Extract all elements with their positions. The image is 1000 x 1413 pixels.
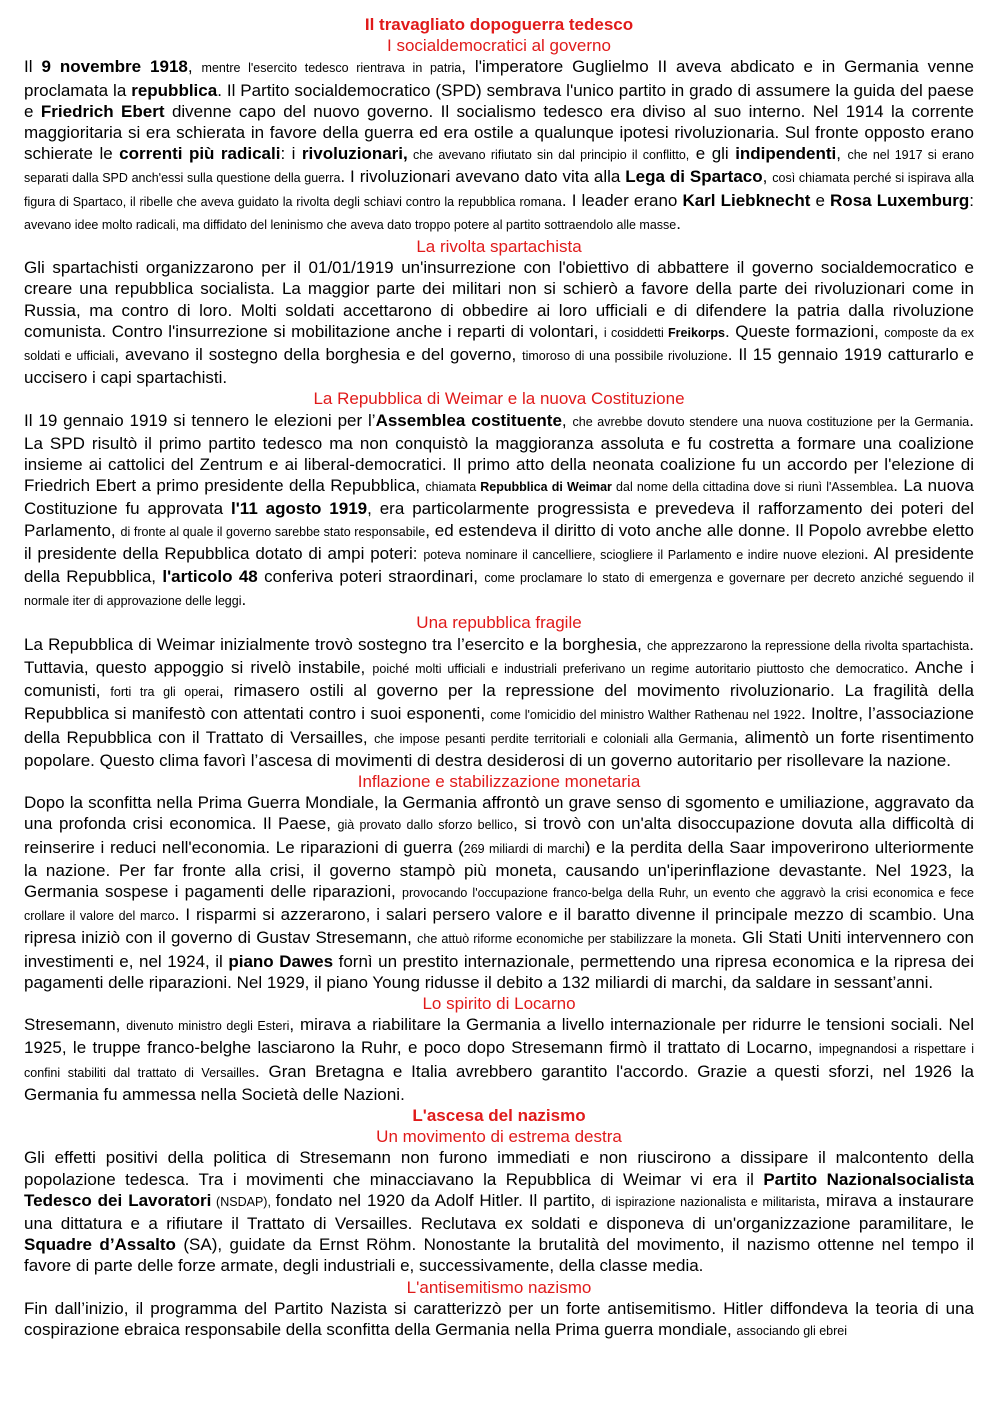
text-run: , rimasero ostili al governo per la repressione del movimento rivoluzionario. La fragilità della Repubblica si manifestò con attentati contro i suoi esponenti, [24,681,975,724]
section-paragraph [24,1147,974,1276]
text-run: . La SPD risultò il primo partito tedesco ma non conquistò la maggioranza assoluta e fu costretta a formare una coalizione insieme ai cattolici del Zentrum e ai liberal-democratici. Il primo atto della neonata coalizione fu un accordo per l'elezione di Friedrich Ebert a primo presidente della Repubblica, [24,410,974,496]
small-note: forti tra gli operai [110,685,220,700]
small-bold-term: Freikorps [668,325,725,340]
bold-term: 9 novembre 1918 [41,57,188,77]
text-run: . I rivoluzionari avevano dato vita alla [340,167,626,187]
text-run: . [241,590,247,610]
small-note: che impose pesanti perdite territoriali e coloniali alla Germania [374,731,734,746]
small-note: che nel 1917 si erano separati dalla SPD anch'essi sulla questione della guerra [24,148,974,186]
section-paragraph [24,1014,974,1105]
text-run: , si trovò con un'alta disoccupazione dovuta alla difficoltà di reinserire i reduci nell'economia. Le riparazioni di guerra ( [24,814,975,857]
text-run: . La nuova Costituzione fu approvata [24,476,974,519]
section-heading: Inflazione e stabilizzazione monetaria [357,771,641,791]
section-heading: La rivolta spartachista [416,237,582,257]
bold-term: Friedrich Ebert [40,101,165,121]
section-inflazione [24,771,974,993]
section-paragraph [24,792,974,993]
text-run: . Al presidente della Repubblica, [24,543,975,587]
text-run: e gli [689,144,736,164]
text-run: conferiva poteri straordinari, [257,567,485,587]
bold-term: repubblica [131,80,218,100]
section-heading: Una repubblica fragile [416,613,582,633]
section-paragraph [24,1298,974,1342]
section-estrema-destra [24,1126,974,1276]
section-weimar-costituzione [24,388,974,612]
text-run: . I leader erano [561,190,683,210]
small-note: provocando l'occupazione franco-belga della Ruhr, un evento che aggravò la crisi economica e fece crollare il valore del marco [24,885,974,924]
document-title: Il travagliato dopoguerra tedesco [364,15,634,34]
text-run: e [810,190,831,210]
text-run: . Tuttavia, questo appoggio si rivelò instabile, [24,634,974,677]
small-note: associando gli ebrei [736,1323,847,1338]
text-run: Il 19 gennaio 1919 si tennero le elezioni per l’ [24,410,376,430]
text-run: Gli effetti positivi della politica di Stresemann non furono immediati e non riuscirono a dissipare il malcontento della popolazione tedesca. Tra i movimenti che minacciavano la Repubblica di Weimar vi era il [24,1148,974,1189]
text-run: . Inoltre, l’associazione della Repubblica con il Trattato di Versailles, [24,704,975,747]
text-run: , l'imperatore Guglielmo II aveva abdicato e in Germania venne proclamata la [24,57,974,100]
bold-term: Karl Liebknecht [682,190,811,210]
text-run: . Gli Stati Uniti intervennero con investimenti e, nel 1924, il [24,928,974,971]
text-run: fondato nel 1920 da Adolf Hitler. Il partito, [275,1190,602,1210]
text-run: Gli spartachisti organizzarono per il 01/01/1919 un'insurrezione con l'obiettivo di abbattere il governo socialdemocratico e creare una repubblica socialista. La maggior parte dei militari non si schierò a favore della parte dei rivoluzionari come in Russia, ma contro di loro. Molti soldati accettarono di obbedire ai loro ufficiali e di difendere la patria dalla rivoluzione comunista. Contro l'insurrezione si mobilitazione anche i reparti di volontari, [24,258,974,341]
text-run: Il [24,57,42,77]
section-paragraph [24,56,974,236]
bold-term: indipendenti [735,144,837,164]
section-paragraph [24,634,974,771]
text-run: . I risparmi si azzerarono, i salari persero valore e il baratto divenne il principale mezzo di scambio. Una ripresa iniziò con il governo di Gustav Stresemann, [24,905,974,948]
small-note: timoroso di una possibile rivoluzione [522,349,728,364]
small-note: avevano idee molto radicali, ma diffidato del leninismo che aveva dato troppo potere al partito sottraendolo alle masse [24,217,677,232]
section-socialdemocratici [24,35,974,236]
small-note: che avrebbe dovuto stendere una nuova costituzione per la Germania [572,414,970,429]
bold-term: l'articolo 48 [162,567,258,587]
bold-term: Squadre d’Assalto [24,1235,176,1255]
part-title: L'ascesa del nazismo [412,1105,586,1125]
small-note: chiamata [425,480,481,495]
section-locarno [24,993,974,1105]
text-run: . Anche i comunisti, [24,657,974,701]
bold-term: Rosa Luxemburg [830,190,970,210]
text-run: , mirava a riabilitare la Germania a livello internazionale per ridurre le tensioni sociali. Nel 1925, le truppe franco-belghe lasciarono la Ruhr, e poco dopo Stresemann firmò il trattato di Locarno, [24,1015,975,1058]
section-heading: La Repubblica di Weimar e la nuova Costituzione [313,389,685,409]
section-paragraph [24,410,974,613]
text-run: , mirava a instaurare una dittatura e a rifiutare il Trattato di Versailles. Reclutava ex soldati e disponeva di un'organizzazione paramilitare, le [24,1190,975,1233]
small-note: divenuto ministro degli Esteri [126,1019,290,1034]
small-note: già provato dallo sforzo bellico [337,818,514,833]
text-run: . Queste formazioni, [725,321,885,341]
section-heading: I socialdemocratici al governo [387,36,611,56]
text-run: , era particolarmente progressista e prevedeva il rafforzamento dei poteri del Parlamento, [24,499,974,540]
text-run: : i [280,144,302,164]
section-rivolta-spartachista [24,236,974,388]
small-note: così chiamata perché si ispirava alla figura di Spartaco, il ribelle che aveva guidato la rivolta degli schiavi contro la repubblica romana [24,171,975,209]
bold-term: Partito Nazionalsocialista Tedesco dei Lavoratori [24,1169,975,1210]
small-note: come l'omicidio del ministro Walther Rathenau nel 1922 [490,708,802,723]
small-note: che apprezzarono la repressione della rivolta spartachista [646,638,970,653]
bold-term: piano Dawes [228,951,334,971]
text-run: ) e la perdita della Saar impoverirono ulteriormente la nazione. Per far fronte alla crisi, il governo stampò più moneta, causando un'iperinflazione devastante. Nel 1923, la Germania sospese i pagamenti delle riparazioni, [24,837,974,901]
text-run: Fin dall’inizio, il programma del Partito Nazista si caratterizzò per un forte antisemitismo. Hitler diffondeva la teoria di una cospirazione ebraica responsabile della sconfitta della Germania nella Prima guerra mondiale, [24,1298,974,1339]
bold-term: Lega di Spartaco [625,167,763,187]
small-note: di fronte al quale il governo sarebbe stato responsabile [120,524,426,539]
text-run: , [561,410,573,430]
text-run: , ed estendeva il diritto di voto anche alle donne. Il Popolo avrebbe eletto il presidente della Repubblica dotato di ampi poteri: [24,520,974,563]
section-heading: Lo spirito di Locarno [422,993,576,1013]
text-run: , [836,144,848,164]
text-run: , [762,167,773,187]
text-run: : [969,190,974,210]
text-run: fornì un prestito internazionale, permettendo una ripresa economica e la ripresa dei pagamenti delle riparazioni. Nel 1929, il piano Young ridusse il debito a 132 miliardi di marchi, da saldare in sessant’anni. [24,951,974,992]
text-run: (SA), guidate da Ernst Röhm. Nonostante la brutalità del movimento, il nazismo ottenne nel tempo il favore di parte delle forze armate, degli industriali e, successivamente, della classe media. [24,1235,974,1276]
small-note: di ispirazione nazionalista e militarista [601,1194,816,1209]
small-note: poiché molti ufficiali e industriali preferivano un regime autoritario piuttosto che democratico [372,661,904,676]
bold-term: rivoluzionari, [301,144,408,164]
small-note: i cosiddetti [603,325,669,340]
small-note: 269 miliardi di marchi [463,841,585,856]
small-note: mentre l'esercito tedesco rientrava in patria [201,61,462,76]
text-run: . Il Partito socialdemocratico (SPD) sembrava l'unico partito in grado di assumere la guida del paese e [24,80,974,121]
small-note: (NSDAP), [211,1194,276,1209]
text-run: . [676,213,681,233]
small-note: poteva nominare il cancelliere, sciogliere il Parlamento e indire nuove elezioni [423,547,865,562]
small-note: come proclamare lo stato di emergenza e governare per decreto anziché seguendo il normale iter di approvazione delle leggi [24,571,974,609]
text-run: Dopo la sconfitta nella Prima Guerra Mondiale, la Germania affrontò un grave senso di sgomento e umiliazione, aggravato da una profonda crisi economica. Il Paese, [24,793,974,834]
text-run: . Gran Bretagna e Italia avrebbero garantito l'accordo. Grazie a questi sforzi, nel 1926 la Germania fu ammessa nella Società delle Nazioni. [24,1061,974,1104]
small-note: che attuò riforme economiche per stabilizzare la moneta [417,932,732,947]
section-repubblica-fragile [24,612,974,770]
small-note: dal nome della cittadina dove si riunì l'Assemblea [611,480,894,495]
text-run: , [187,57,202,77]
text-run: divenne capo del nuovo governo. Il socialismo tedesco era diviso al suo interno. Nel 1914 la corrente maggioritaria si era schierata in favore della guerra ed era ostile a qualunque ipotesi rivoluzionaria. Sul fronte opposto erano schierate le [24,101,974,164]
section-paragraph [24,257,974,388]
text-run: , avevano il sostegno della borghesia e del governo, [114,345,523,365]
text-run: . Il 15 gennaio 1919 catturarlo e uccisero i capi spartachisti. [24,345,974,388]
text-run: , alimentò un forte risentimento popolare. Questo clima favorì l’ascesa di movimenti di destra desiderosi di un governo autoritario per risollevare la nazione. [24,727,974,770]
section-heading: L'antisemitismo nazismo [406,1277,592,1297]
small-note: che avevano rifiutato sin dal principio il conflitto, [407,148,690,163]
small-note: composte da ex soldati e ufficiali [24,325,975,364]
bold-term: l'11 agosto 1919 [231,499,368,519]
small-bold-term: Repubblica di Weimar [480,480,612,495]
bold-term: correnti più radicali [119,144,281,164]
text-run: Stresemann, [24,1015,127,1035]
text-run: La Repubblica di Weimar inizialmente trovò sostegno tra l’esercito e la borghesia, [24,634,647,654]
section-heading: Un movimento di estrema destra [376,1127,622,1147]
section-antisemitismo [24,1277,974,1343]
small-note: impegnandosi a rispettare i confini stabiliti dal trattato di Versailles [24,1042,974,1080]
bold-term: Assemblea costituente [375,410,562,430]
